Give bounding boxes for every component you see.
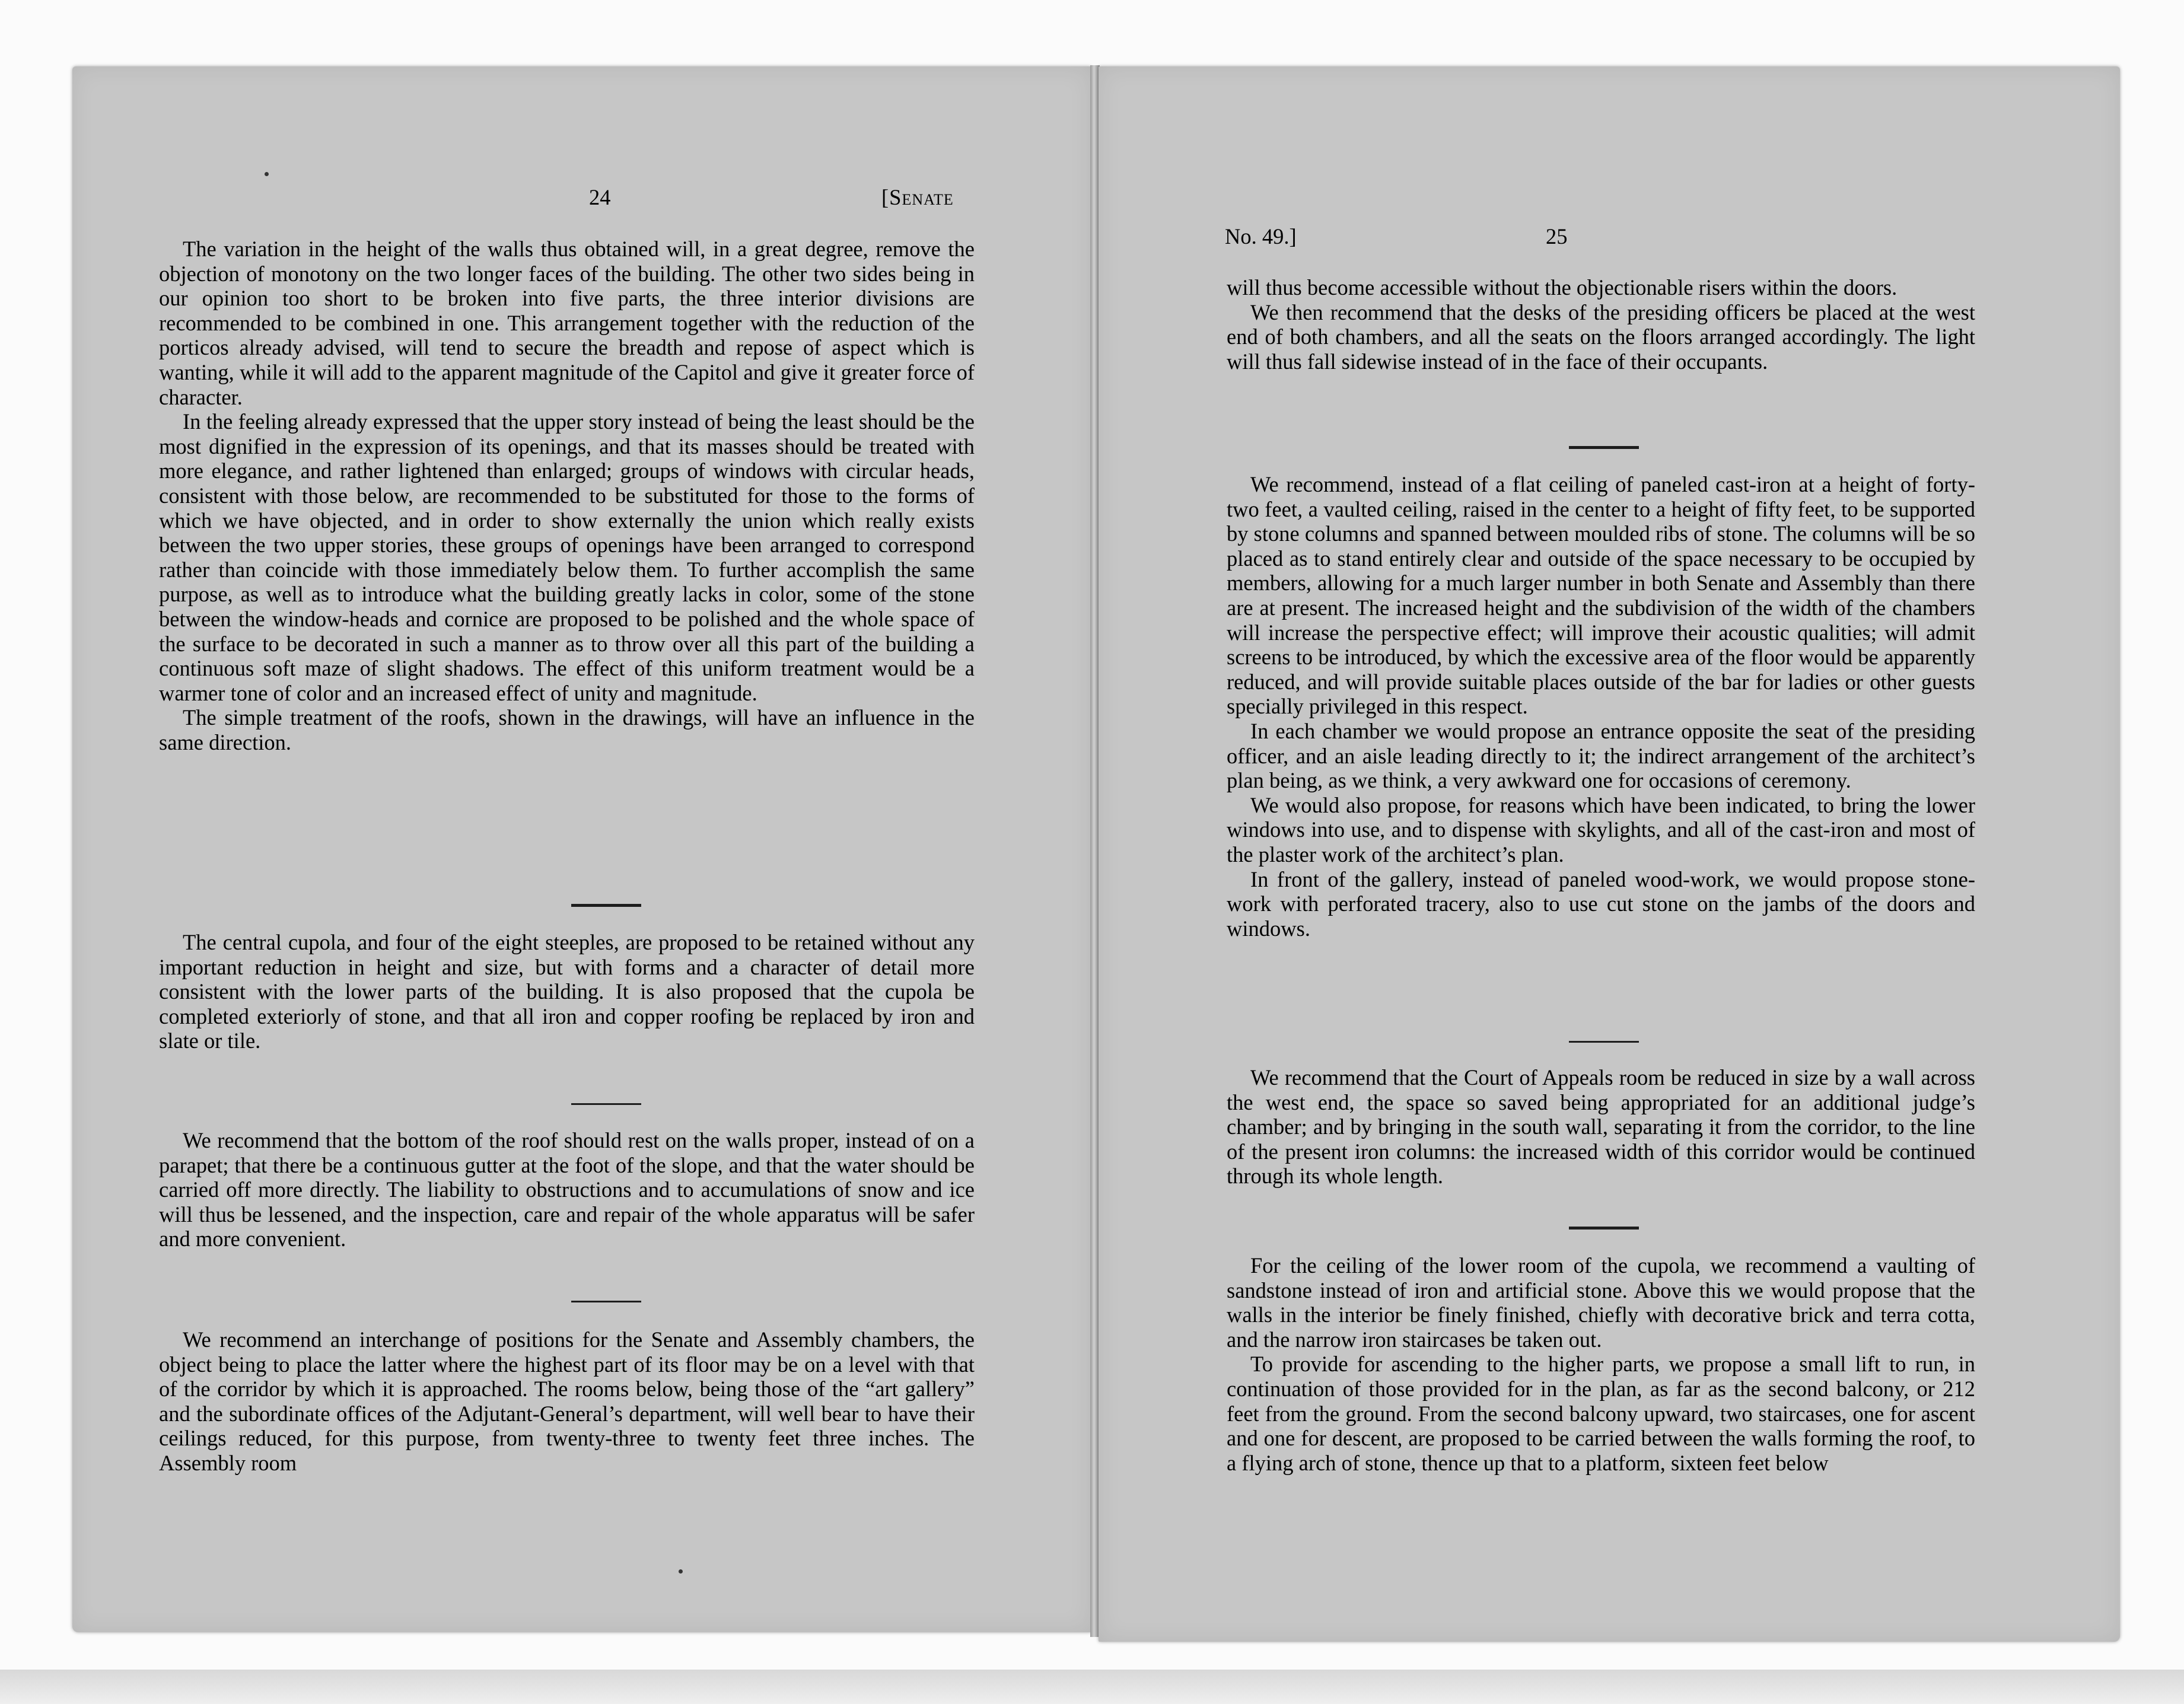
right-section-3 — [1227, 1065, 1975, 1189]
paragraph: To provide for ascending to the higher parts, we propose a small lift to run, in continuation of those provided for in the plan, as far as the second balcony, or 212 feet from the ground. From the second balcony upward, two staircases, one for ascent and one for descent, are proposed to be carried between the walls forming the roof, to a flying arch of stone, thence up that to a platform, sixteen feet below — [1227, 1352, 1975, 1475]
right-section-2 — [1227, 472, 1975, 941]
paragraph: will thus become accessible without the objectionable risers within the doors. — [1227, 275, 1898, 300]
paragraph: The central cupola, and four of the eight steeples, are proposed to be retained without any important reduction in height and size, but with forms and a character of detail more consistent with the lower parts of the building. It is also proposed that the cupola be completed exteriorly of stone, and that all iron and copper roofing be replaced by iron and slate or tile. — [159, 930, 975, 1053]
section-rule — [1569, 1227, 1639, 1230]
ink-speck — [265, 172, 269, 176]
paragraph: We recommend that the Court of Appeals room be reduced in size by a wall across the west end, the space so saved being appropriated for an additional judge’s chamber; and by bringing in the south wall, separating it from the corridor, to the line of the present iron columns: the increased width of this corridor would be continued through its whole length. — [1227, 1065, 1975, 1189]
right-page-number: 25 — [1546, 224, 1568, 249]
right-section-1 — [1227, 275, 1975, 374]
left-section-1 — [159, 237, 975, 754]
scanner-edge — [0, 1670, 2184, 1704]
ink-speck — [679, 1569, 683, 1574]
paragraph: We then recommend that the desks of the presiding officers be placed at the west end of both chambers, and all the seats on the floors arranged accordingly. The light will thus fall sidewise instead of in the face of their occupants. — [1227, 300, 1975, 374]
paragraph: In each chamber we would propose an entrance opposite the seat of the presiding officer, and an aisle leading directly to it; the indirect arrangement of the architect’s plan being, as we think, a very awkward one for occasions of ceremony. — [1227, 718, 1975, 793]
section-rule — [1569, 446, 1639, 449]
left-section-2 — [159, 930, 975, 1053]
paragraph: For the ceiling of the lower room of the cupola, we recommend a vaulting of sandstone instead of iron and artificial stone. Above this we would propose that the walls in the interior be finely finished, chiefly with decorative brick and terra cotta, and the narrow iron staircases be taken out. — [1227, 1253, 1975, 1352]
paragraph: In the feeling already expressed that the upper story instead of being the least should be the most dignified in the expression of its openings, and that its masses should be treated with more elegance, and rather lightened than enlarged; groups of windows with circular heads, consistent with those below, are recommended to be substituted for those to the forms of which we have objected, and in order to show externally the union which really exists between the two upper stories, these groups of openings have been arranged to correspond rather than coincide with those immediately below them. To further accomplish the same purpose, as well as to introduce what the building greatly lacks in color, some of the stone between the window-heads and cornice are proposed to be polished and the whole space of the surface to be decorated in such a manner as to throw over all this part of the building a continuous soft maze of slight shadows. The effect of this uniform treatment would be a warmer tone of color and an increased effect of unity and magnitude. — [159, 409, 975, 705]
right-doc-number: No. 49.] — [1225, 224, 1297, 249]
section-rule — [571, 904, 641, 907]
section-rule — [571, 1301, 641, 1302]
section-rule — [1569, 1041, 1639, 1043]
right-section-4 — [1227, 1253, 1975, 1475]
paragraph: The variation in the height of the walls thus obtained will, in a great degree, remove the objection of monotony on the two longer faces of the building. The other two sides being in our opinion too short to be broken into five parts, the three interior divisions are recommended to be combined in one. This arrangement together with the reduction of the porticos already advised, will tend to secure the breadth and repose of aspect which is wanting, while it will add to the apparent magnitude of the Capitol and give it greater force of character. — [159, 237, 975, 409]
section-rule — [571, 1103, 641, 1105]
left-page-number: 24 — [589, 185, 611, 209]
paragraph: We recommend an interchange of positions for the Senate and Assembly chambers, the object being to place the latter where the highest part of its floor may be on a level with that of the corridor by which it is approached. The rooms below, being those of the “art gallery” and the subordinate offices of the Adjutant-General’s department, will well bear to have their ceilings reduced, for this purpose, from twenty-three to twenty feet three inches. The Assembly room — [159, 1327, 975, 1475]
paragraph: We recommend that the bottom of the roof should rest on the walls proper, instead of on a parapet; that there be a continuous gutter at the foot of the slope, and that the water should be carried off more directly. The liability to obstructions and to accumulations of snow and ice will thus be lessened, and the inspection, care and repair of the whole apparatus will be safer and more convenient. — [159, 1128, 975, 1251]
paragraph: The simple treatment of the roofs, shown in the drawings, will have an influence in the same direction. — [159, 705, 975, 754]
paragraph: We would also propose, for reasons which have been indicated, to bring the lower windows into use, and to dispense with skylights, and all of the cast-iron and most of the plaster work of the architect’s plan. — [1227, 792, 1975, 867]
paragraph: In front of the gallery, instead of paneled wood-work, we would propose stone-work with perforated tracery, also to use cut stone on the jambs of the doors and windows. — [1227, 867, 1975, 941]
left-running-head: [Senate — [881, 185, 954, 209]
paragraph: We recommend, instead of a flat ceiling of paneled cast-iron at a height of forty-two feet, a vaulted ceiling, raised in the center to a height of fifty feet, to be supported by stone columns and spanned between moulded ribs of stone. The columns will be so placed as to stand entirely clear and outside of the space necessary to be occupied by members, allowing for a much larger number in both Senate and Assembly than there are at present. The increased height and the subdivision of the width of the chambers will increase the perspective effect; will improve their acoustic qualities; will admit screens to be introduced, by which the excessive area of the floor would be apparently reduced, and will provide suitable places outside of the bar for ladies or other guests specially privileged in this respect. — [1227, 472, 1975, 719]
left-section-3 — [159, 1128, 975, 1251]
left-section-4 — [159, 1327, 975, 1476]
